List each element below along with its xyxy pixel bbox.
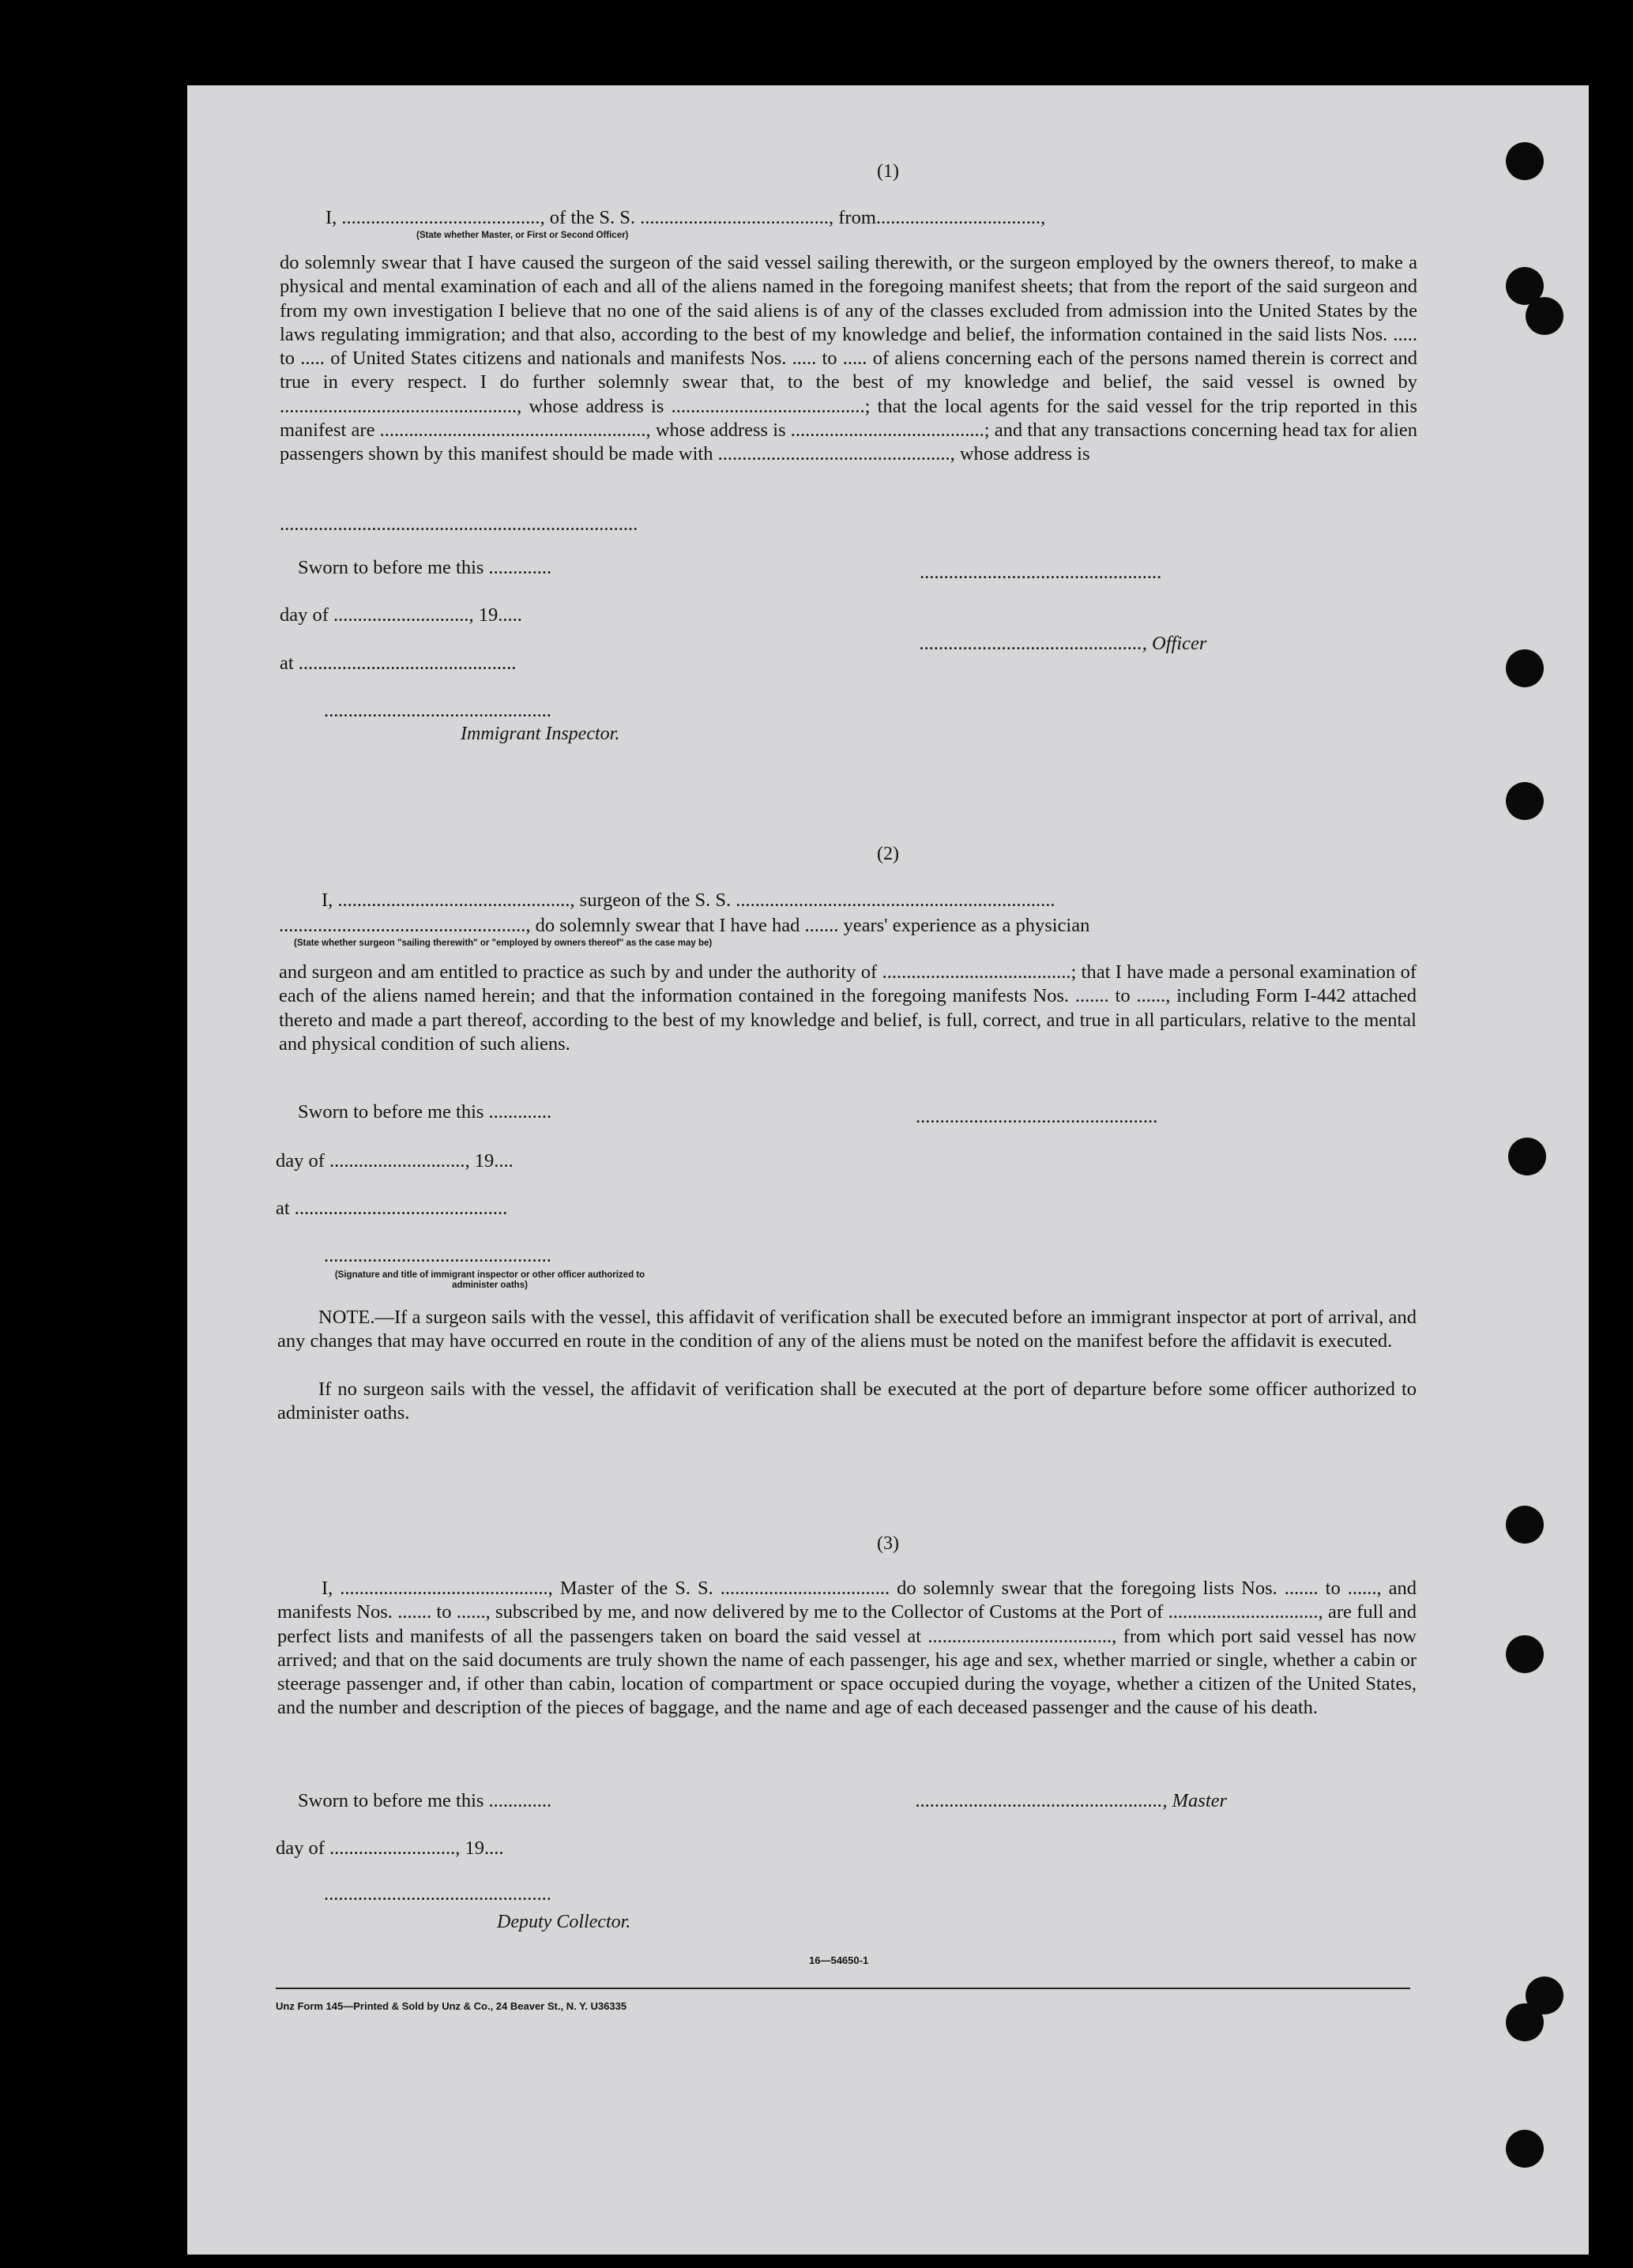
section-2-line-2-note: (State whether surgeon "sailing therewith" or "employed by owners thereof" as the case may be)	[294, 938, 713, 948]
section-3-number: (3)	[877, 1533, 899, 1554]
section-3-master-line: ..................................................., Master	[916, 1790, 1228, 1811]
punch-hole	[1506, 782, 1544, 820]
section-1-first-line: I, ........................................., of the S. S. ......................................., from..................................,	[325, 207, 1046, 228]
section-1-first-line-note: (State whether Master, or First or Second Officer)	[416, 231, 629, 240]
section-3-sworn: Sworn to before me this .............	[298, 1790, 552, 1811]
section-2-line-1: I, ................................................, surgeon of the S. S. ..................................................................	[322, 890, 1055, 911]
section-1-number: (1)	[877, 161, 899, 182]
footer-rule	[276, 1988, 1410, 1989]
section-2-at: at ............................................	[276, 1198, 508, 1219]
punch-hole	[1508, 1138, 1546, 1175]
section-1-at: at .............................................	[280, 653, 517, 674]
section-1-sworn: Sworn to before me this .............	[298, 557, 552, 578]
section-3-collector-title: Deputy Collector.	[497, 1912, 631, 1932]
section-3-collector-line: ...............................................	[324, 1883, 551, 1905]
form-sheet	[187, 85, 1589, 2255]
section-1-inspector-title: Immigrant Inspector.	[461, 724, 620, 744]
section-1-day: day of ............................, 19.....	[280, 604, 522, 626]
section-2-line-2: ..................................................., do solemnly swear that I have had ....... years' experience as a physician	[279, 915, 1090, 936]
section-1-inspector-line: ...............................................	[324, 700, 551, 721]
section-2-note-2: If no surgeon sails with the vessel, the affidavit of verification shall be executed at the port of departure before some officer authorized to administer oaths.	[277, 1378, 1417, 1424]
footer-imprint: Unz Form 145—Printed & Sold by Unz & Co., 24 Beaver St., N. Y. U36335	[276, 2000, 627, 2012]
section-2-sworn-signature: ..................................................	[916, 1106, 1158, 1127]
punch-hole	[1526, 297, 1563, 335]
section-3-day: day of .........................., 19....	[276, 1837, 504, 1859]
section-2-day: day of ............................, 19....	[276, 1150, 514, 1172]
section-1-body: do solemnly swear that I have caused the surgeon of the said vessel sailing therewith, or the surgeon employed by the owners thereof, to make a physical and mental examination of each and all of the aliens named in the foregoing manifest sheets; that from the report of the said surgeon and from my own investigation I believe that no one of the said aliens is of any of the classes excluded from admission into the United States by the laws regulating immigration; and that also, according to the best of my knowledge and belief, the information contained in the said lists Nos. ..... to ..... of United States citizens and nationals and manifests Nos. ..... to ..... of aliens concerning each of the persons named therein is correct and true in every respect. I do further solemnly swear that, to the best of my knowledge and belief, the said vessel is owned by ................................................., whose address is ........................................; that the local agents for the said vessel for the trip reported in this manifest are ......................................................., whose address is ........................................; and that any transactions concerning head tax for alien passengers shown by this manifest should be made with ................................................, whose address is	[280, 252, 1417, 465]
punch-hole	[1506, 649, 1544, 687]
section-2-body: and surgeon and am entitled to practice as such by and under the authority of .......................................; that I have made a personal examination of each of the aliens named herein; and that the information contained in the foregoing manifests Nos. ....... to ......, including Form I-442 attached thereto and made a part thereof, according to the best of my knowledge and belief, is full, correct, and true in all particulars, relative to the mental and physical condition of such aliens.	[279, 961, 1417, 1055]
punch-hole	[1526, 1977, 1563, 2014]
section-2-sworn: Sworn to before me this .............	[298, 1101, 552, 1123]
section-2-number: (2)	[877, 844, 899, 864]
section-2-note: NOTE.—If a surgeon sails with the vessel, this affidavit of verification shall be executed before an immigrant inspector at port of arrival, and any changes that may have occurred en route in the condition of any of the aliens must be noted on the manifest before the affidavit is executed.	[277, 1307, 1417, 1352]
section-3-body: I, ..........................................., Master of the S. S. ................................... do solemnly swear that the foregoing lists Nos. ....... to ......, and manifests Nos. ....... to ......, subscribed by me, and now delivered by me to the Collector of Customs at the Port of ..............................., are full and perfect lists and manifests of all the passengers taken on board the said vessel at ......................................, from which port said vessel has now arrived; and that on the said documents are truly shown the name of each passenger, his age and sex, whether married or single, whether a cabin or steerage passenger and, if other than cabin, location of compartment or space occupied during the voyage, whether a citizen of the United States, and the number and description of the pieces of baggage, and the name and age of each deceased passenger and the cause of his death.	[277, 1578, 1417, 1719]
section-2-signature-line: ...............................................	[324, 1245, 551, 1266]
form-code: 16—54650-1	[809, 1954, 869, 1966]
punch-hole	[1506, 1635, 1544, 1673]
section-2-signature-note: (Signature and title of immigrant inspector or other officer authorized to administer oaths)	[334, 1270, 645, 1290]
section-1-officer-line: .............................................., Officer	[920, 633, 1207, 654]
section-1-body-tail: ..........................................................................	[280, 513, 638, 535]
punch-hole	[1506, 2130, 1544, 2168]
section-1-sworn-signature: ..................................................	[920, 562, 1162, 583]
